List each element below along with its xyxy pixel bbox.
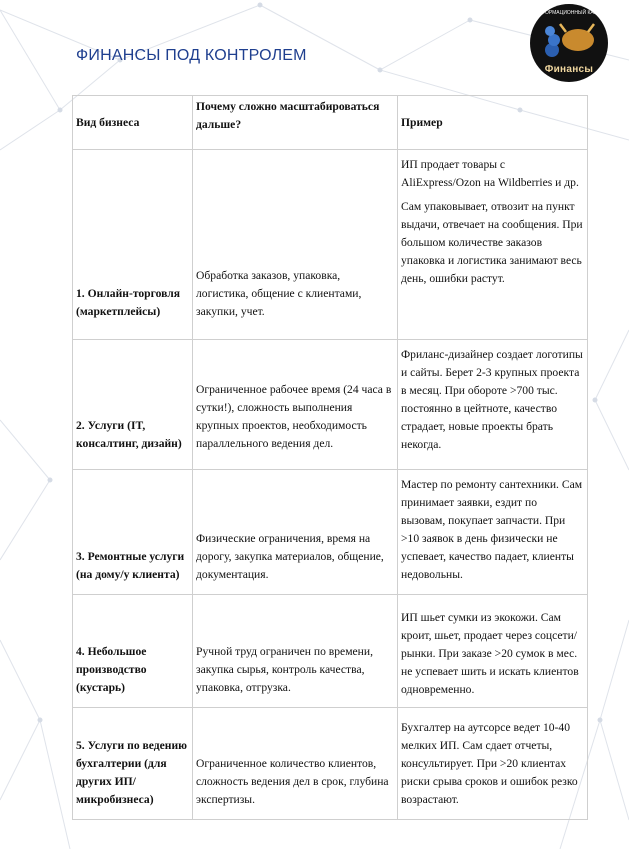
example-cell: Мастер по ремонту сантехники. Сам принимает заявки, ездит по вызовам, покупает запчасти. При >10 заявок в день физически не успевает, качество падает, клиенты недовольны. — [398, 470, 588, 595]
reason-cell: Ограниченное количество клиентов, сложность ведения дел в срок, глубина экспертизы. — [193, 708, 398, 820]
table-row — [73, 708, 588, 820]
header-example: Пример — [398, 96, 588, 150]
table-row — [73, 340, 588, 470]
logo-name: Финансы — [544, 64, 594, 75]
business-table — [72, 95, 588, 820]
reason-cell: Обработка заказов, упаковка, логистика, общение с клиентами, закупки, учет. — [193, 150, 398, 340]
example-cell: Фриланс-дизайнер создает логотипы и сайты. Берет 2-3 крупных проекта в месяц. При обороте >700 тыс. постоянно в цейтноте, качество страдает, новые проекты брать некогда. — [398, 340, 588, 470]
reason-cell: Ручной труд ограничен по времени, закупка сырья, контроль качества, упаковка, отгрузка. — [193, 595, 398, 708]
page-title: ФИНАНСЫ ПОД КОНТРОЛЕМ — [76, 47, 307, 64]
table-row — [73, 150, 588, 340]
business-type-cell: 5. Услуги по ведению бухгалтерии (для других ИП/микробизнеса) — [73, 708, 193, 820]
business-type-cell: 4. Небольшое производство (кустарь) — [73, 595, 193, 708]
example-cell — [398, 150, 588, 340]
header-business-type: Вид бизнеса — [73, 96, 193, 150]
table-row — [73, 595, 588, 708]
reason-cell: Физические ограничения, время на дорогу, закупка материалов, общение, документация. — [193, 470, 398, 595]
business-type-cell: 3. Ремонтные услуги (на дому/у клиента) — [73, 470, 193, 595]
table-header-row — [73, 96, 588, 150]
channel-logo — [530, 4, 608, 82]
logo-arc-text: ИНФОРМАЦИОННЫЙ КАНАЛ — [533, 10, 605, 16]
header-scaling-reason: Почему сложно масштабироваться дальше? — [193, 96, 398, 150]
reason-cell: Ограниченное рабочее время (24 часа в сутки!), сложность выполнения крупных проектов, необходимость параллельного ведения дел. — [193, 340, 398, 470]
business-type-cell: 1. Онлайн-торговля (маркетплейсы) — [73, 150, 193, 340]
example-paragraph: ИП продает товары с AliExpress/Ozon на Wildberries и др. — [401, 158, 579, 189]
table-row — [73, 470, 588, 595]
example-cell: Бухгалтер на аутсорсе ведет 10-40 мелких ИП. Сам сдает отчеты, консультирует. При >20 клиентах риски срыва сроков и ошибок резко возрастают. — [398, 708, 588, 820]
example-paragraph: Сам упаковывает, отвозит на пункт выдачи, отвечает на сообщения. При большом количестве заказов упаковка и логистика занимают весь день, ошибки растут. — [401, 200, 583, 285]
example-cell: ИП шьет сумки из экокожи. Сам кроит, шьет, продает через соцсети/рынки. При заказе >20 сумок в мес. не успевает шить и искать клиентов одновременно. — [398, 595, 588, 708]
business-type-cell: 2. Услуги (IT, консалтинг, дизайн) — [73, 340, 193, 470]
